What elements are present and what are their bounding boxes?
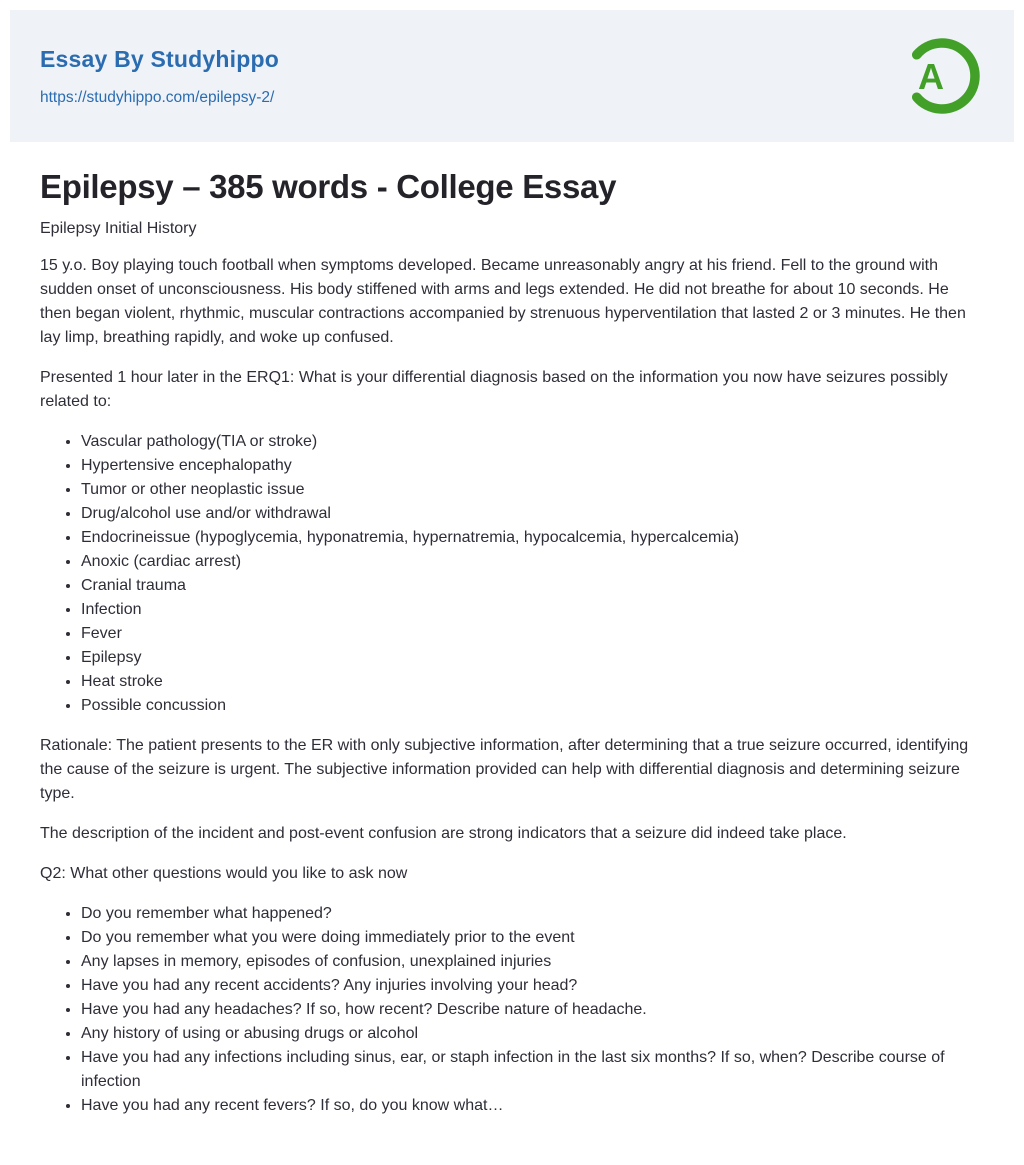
list-item: • Possible concussion: [81, 694, 984, 718]
site-title: Essay By Studyhippo: [40, 45, 279, 72]
questions-list: [40, 902, 984, 1118]
page-title: Epilepsy – 385 words - College Essay: [40, 168, 617, 205]
list-item: • Have you had any infections including sinus, ear, or staph infection in the last six months? If so, when? Describe course of infection: [81, 1046, 984, 1094]
list-item: • Any lapses in memory, episodes of confusion, unexplained injuries: [81, 950, 984, 974]
paragraph-rationale: Rationale: The patient presents to the ER with only subjective information, after determining that a true seizure occurred, identifying the cause of the seizure is urgent. The subjective information provided can help with differential diagnosis and determining seizure type.: [40, 736, 969, 802]
list-item: • Heat stroke: [81, 670, 984, 694]
list-item: • Infection: [81, 598, 984, 622]
logo-letter: A: [918, 56, 944, 97]
article-url-link[interactable]: https://studyhippo.com/epilepsy-2/: [40, 88, 275, 106]
list-item: • Drug/alcohol use and/or withdrawal: [81, 502, 984, 526]
paragraph-intro: 15 y.o. Boy playing touch football when symptoms developed. Became unreasonably angry at his friend. Fell to the ground with sudden onset of unconsciousness. His body stiffened with arms and legs extended. He did not breathe for about 10 seconds. He then began violent, rhythmic, muscular contractions accompanied by strenuous hyperventilation that lasted 2 or 3 minutes. He then lay limp, breathing rapidly, and woke up confused.: [40, 256, 966, 346]
list-item: • Endocrineissue (hypoglycemia, hyponatremia, hypernatremia, hypocalcemia, hypercalcemia): [81, 526, 984, 550]
paragraph-description: The description of the incident and post-event confusion are strong indicators that a seizure did indeed take place.: [40, 824, 847, 842]
list-item: • Fever: [81, 622, 984, 646]
list-item: • Cranial trauma: [81, 574, 984, 598]
list-item: • Epilepsy: [81, 646, 984, 670]
paragraph-q2: Q2: What other questions would you like to ask now: [40, 864, 408, 882]
list-item: • Have you had any recent fevers? If so, do you know what…: [81, 1094, 984, 1118]
article-subtitle: Epilepsy Initial History: [40, 219, 197, 237]
differential-diagnosis-list: [40, 430, 984, 718]
studyhippo-logo-icon[interactable]: [900, 34, 984, 118]
list-item: • Anoxic (cardiac arrest): [81, 550, 984, 574]
list-item: • Have you had any recent accidents? Any injuries involving your head?: [81, 974, 984, 998]
list-item: • Tumor or other neoplastic issue: [81, 478, 984, 502]
list-item: • Have you had any headaches? If so, how recent? Describe nature of headache.: [81, 998, 984, 1022]
site-header: [10, 10, 1014, 142]
list-item: • Vascular pathology(TIA or stroke): [81, 430, 984, 454]
paragraph-q1: Presented 1 hour later in the ERQ1: What is your differential diagnosis based on the information you now have seizures possibly related to:: [40, 368, 948, 410]
article-content: [0, 168, 1024, 1118]
list-item: • Any history of using or abusing drugs or alcohol: [81, 1022, 984, 1046]
list-item: • Do you remember what happened?: [81, 902, 984, 926]
site-header-text: [40, 46, 279, 107]
list-item: • Do you remember what you were doing immediately prior to the event: [81, 926, 984, 950]
list-item: • Hypertensive encephalopathy: [81, 454, 984, 478]
